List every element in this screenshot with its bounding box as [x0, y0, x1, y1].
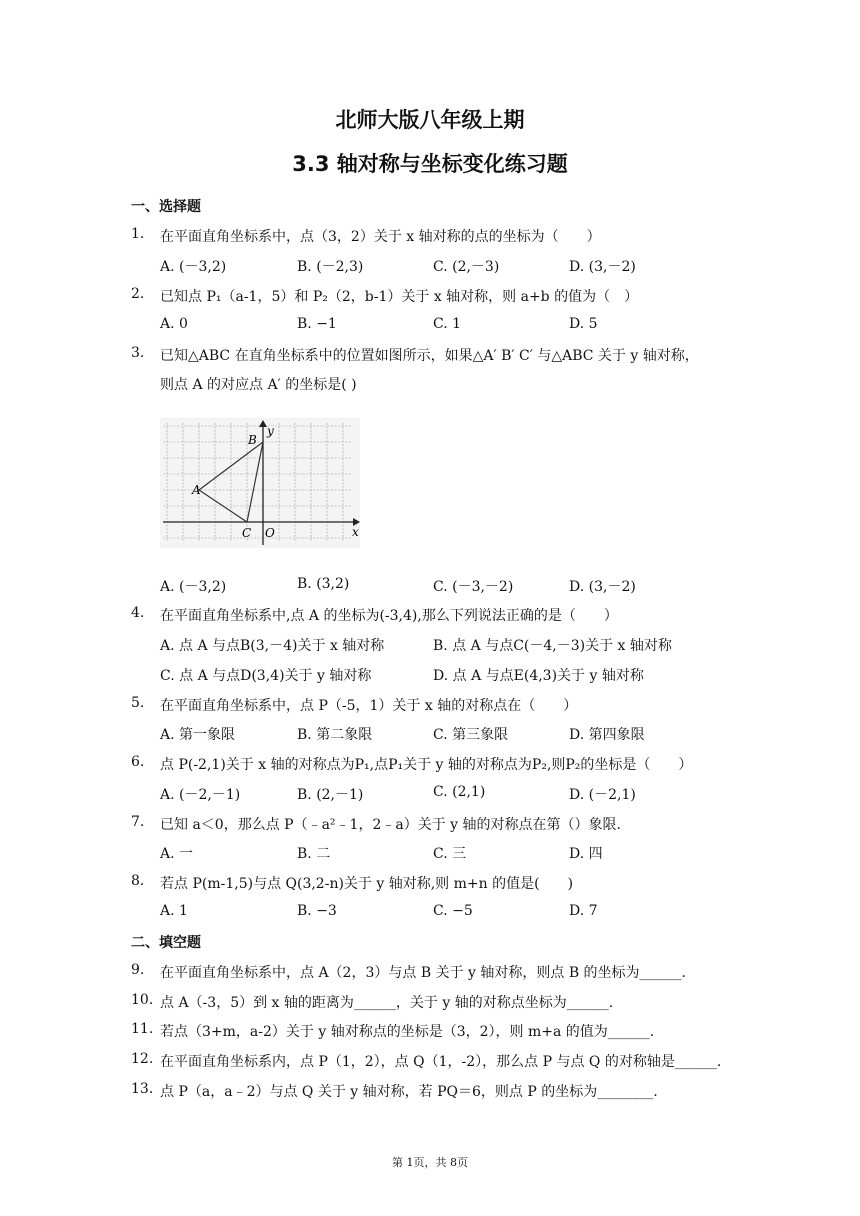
option-b: B. (2,－1) — [297, 787, 364, 803]
fill-text: 点 A（-3，5）到 x 轴的距离为______，关于 y 轴的对称点坐标为______. — [160, 995, 614, 1011]
option-d: D. 第四象限 — [569, 727, 645, 743]
option-c: C. 点 A 与点D(3,4)关于 y 轴对称 — [160, 668, 372, 684]
option-b: B. 点 A 与点C(－4,－3)关于 x 轴对称 — [433, 638, 672, 654]
option-c: C. (2,1) — [433, 784, 486, 800]
option-a: A. 0 — [160, 316, 188, 332]
fill-text: 在平面直角坐标系内，点 P（1，2），点 Q（1，-2），那么点 P 与点 Q 的对称轴是______. — [160, 1054, 722, 1070]
option-b: B. (3,2) — [297, 576, 350, 592]
label-c: C — [242, 526, 252, 540]
fill-text: 在平面直角坐标系中，点 A（2，3）与点 B 关于 y 轴对称，则点 B 的坐标为______. — [160, 965, 687, 981]
question-number: 4. — [131, 605, 145, 621]
section-fill-heading: 二、填空题 — [131, 935, 201, 951]
question-number: 2. — [131, 286, 145, 302]
label-x: x — [352, 525, 359, 539]
doc-title: 北师大版八年级上期 — [335, 108, 525, 132]
fill-number: 11. — [131, 1021, 154, 1037]
option-d: D. 点 A 与点E(4,3)关于 y 轴对称 — [433, 668, 644, 684]
fill-number: 12. — [131, 1051, 154, 1067]
fill-number: 9. — [131, 962, 145, 978]
option-a: A. 1 — [160, 903, 188, 919]
option-c: C. 三 — [433, 846, 467, 862]
question-text: 已知△ABC 在直角坐标系中的位置如图所示，如果△A′ B′ C′ 与△ABC 关于 y 轴对称， — [160, 348, 699, 364]
option-c: C. 1 — [433, 316, 462, 332]
label-y: y — [267, 424, 274, 438]
question-number: 6. — [131, 754, 145, 770]
label-b: B — [248, 433, 257, 447]
doc-subtitle: 3.3 轴对称与坐标变化练习题 — [292, 152, 568, 176]
question-number: 3. — [131, 345, 145, 361]
option-a: A. 点 A 与点B(3,－4)关于 x 轴对称 — [160, 638, 385, 654]
option-c: C. 第三象限 — [433, 727, 509, 743]
option-d: D. 四 — [569, 846, 603, 862]
question-text: 已知 a＜0，那么点 P（﹣a²﹣1，2﹣a）关于 y 轴的对称点在第（）象限. — [160, 817, 621, 833]
option-d: D. 7 — [569, 903, 598, 919]
question-text: 在平面直角坐标系中，点（3，2）关于 x 轴对称的点的坐标为（ ） — [160, 229, 601, 245]
label-o: O — [265, 526, 275, 540]
page-footer: 第 1页，共 8页 — [392, 1156, 468, 1169]
fill-text: 点 P（a，a﹣2）与点 Q 关于 y 轴对称，若 PQ＝6，则点 P 的坐标为________. — [160, 1084, 658, 1100]
option-a: A. (－3,2) — [160, 259, 227, 275]
fill-number: 13. — [131, 1081, 154, 1097]
option-d: D. (3,－2) — [569, 259, 636, 275]
question-number: 8. — [131, 873, 145, 889]
option-b: B. 第二象限 — [297, 727, 373, 743]
option-c: C. (2,－3) — [433, 259, 500, 275]
option-a: A. 第一象限 — [160, 727, 236, 743]
option-d: D. (3,－2) — [569, 579, 636, 595]
option-d: D. (－2,1) — [569, 787, 636, 803]
option-c: C. (－3,－2) — [433, 579, 514, 595]
question-text: 已知点 P₁（a-1，5）和 P₂（2，b-1）关于 x 轴对称，则 a+b 的值为（ ） — [160, 289, 639, 305]
section-choice-heading: 一、选择题 — [131, 199, 201, 215]
question-number: 5. — [131, 695, 145, 711]
question-text: 在平面直角坐标系中,点 A 的坐标为(-3,4),那么下列说法正确的是（ ） — [160, 608, 618, 624]
fill-number: 10. — [131, 992, 154, 1008]
fill-text: 若点（3+m，a-2）关于 y 轴对称点的坐标是（3，2），则 m+a 的值为______. — [160, 1024, 655, 1040]
label-a: A — [192, 483, 201, 497]
option-b: B. −3 — [297, 903, 337, 919]
option-c: C. −5 — [433, 903, 473, 919]
question-text-cont: 则点 A 的对应点 A′ 的坐标是( ) — [160, 377, 357, 393]
option-b: B. −1 — [297, 316, 337, 332]
option-a: A. 一 — [160, 846, 194, 862]
option-d: D. 5 — [569, 316, 598, 332]
question-number: 1. — [131, 226, 145, 242]
option-a: A. (－3,2) — [160, 579, 227, 595]
option-b: B. (－2,3) — [297, 259, 364, 275]
coordinate-grid-figure — [160, 418, 360, 548]
figure-background — [160, 418, 360, 548]
question-text: 若点 P(m-1,5)与点 Q(3,2-n)关于 y 轴对称,则 m+n 的值是( ) — [160, 876, 574, 892]
option-a: A. (－2,－1) — [160, 787, 241, 803]
question-text: 在平面直角坐标系中，点 P（-5，1）关于 x 轴的对称点在（ ） — [160, 698, 578, 714]
option-b: B. 二 — [297, 846, 331, 862]
question-text: 点 P(-2,1)关于 x 轴的对称点为P₁,点P₁关于 y 轴的对称点为P₂,则P₂的坐标是（ ） — [160, 757, 693, 773]
question-number: 7. — [131, 814, 145, 830]
